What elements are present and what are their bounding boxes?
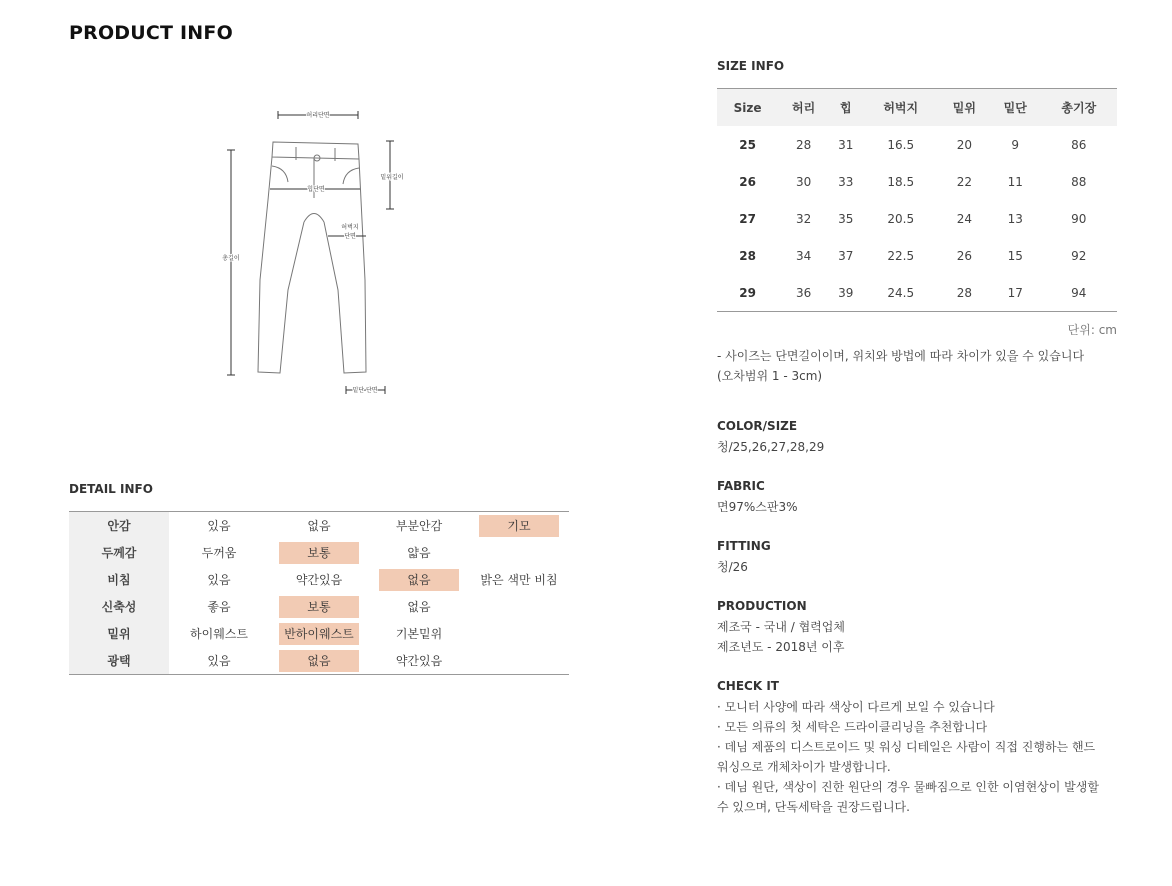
detail-option-cell xyxy=(169,566,269,593)
detail-option: 있음 xyxy=(207,518,231,533)
size-row xyxy=(717,200,1117,237)
production-line: 제조국 - 국내 / 협력업체 xyxy=(717,620,845,634)
size-info-table xyxy=(717,88,1117,312)
size-header-cell: 총기장 xyxy=(1041,89,1117,127)
size-value-cell: 32 xyxy=(795,211,812,226)
size-label-cell: 29 xyxy=(739,285,756,300)
detail-option: 약간있음 xyxy=(395,653,443,668)
check-it-line: · 데님 원단, 색상이 진한 원단의 경우 물빠짐으로 인한 이염현상이 발생할 xyxy=(717,780,1099,794)
detail-option-cell xyxy=(269,620,369,647)
detail-option: 반하이웨스트 xyxy=(279,623,359,645)
size-row xyxy=(717,274,1117,312)
size-value-cell: 94 xyxy=(1071,285,1087,300)
size-value-cell: 22.5 xyxy=(887,248,915,263)
size-value-cell: 36 xyxy=(795,285,812,300)
detail-option-cell xyxy=(369,593,469,620)
size-value-cell: 16.5 xyxy=(887,137,915,152)
detail-option: 기본밑위 xyxy=(395,626,443,641)
detail-option-cell xyxy=(369,566,469,593)
diagram-label-waist: 허리단면 xyxy=(306,112,330,119)
detail-option-cell xyxy=(269,647,369,675)
color-size-section xyxy=(717,418,1127,457)
detail-row xyxy=(69,593,569,620)
check-it-section xyxy=(717,678,1127,817)
diagram-label-hip: 힙단면 xyxy=(307,186,325,193)
check-it-line: · 데님 제품의 디스트로이드 및 워싱 디테일은 사람이 직접 진행하는 핸드 xyxy=(717,740,1096,754)
detail-option-cell xyxy=(269,512,369,540)
size-row xyxy=(717,163,1117,200)
detail-row-label: 밑위 xyxy=(69,620,169,647)
size-value-cell: 17 xyxy=(1007,285,1023,300)
size-value-cell: 20 xyxy=(956,137,972,152)
detail-option: 기모 xyxy=(479,515,559,537)
detail-option: 보통 xyxy=(279,596,359,618)
pants-diagram xyxy=(200,100,430,400)
detail-row-label: 안감 xyxy=(69,512,169,540)
fabric-section xyxy=(717,478,1127,517)
detail-row-label: 광택 xyxy=(69,647,169,675)
size-value-cell: 39 xyxy=(838,285,854,300)
production-line: 제조년도 - 2018년 이후 xyxy=(717,640,845,654)
production-section xyxy=(717,598,1127,657)
detail-row xyxy=(69,539,569,566)
size-unit: 단위: cm xyxy=(1067,323,1117,337)
detail-option-cell xyxy=(169,512,269,540)
detail-option-cell xyxy=(369,647,469,675)
size-value-cell: 11 xyxy=(1007,174,1023,189)
size-value-cell: 33 xyxy=(838,174,854,189)
size-info-title: SIZE INFO xyxy=(717,59,785,73)
detail-option: 있음 xyxy=(207,572,231,587)
production-title: PRODUCTION xyxy=(717,599,807,613)
size-header-cell: 허리 xyxy=(778,89,829,127)
detail-option-cell xyxy=(269,539,369,566)
detail-option: 없음 xyxy=(379,569,459,591)
detail-option-cell xyxy=(369,620,469,647)
detail-row xyxy=(69,647,569,675)
check-it-line: 워싱으로 개체차이가 발생합니다. xyxy=(717,760,891,774)
diagram-label-thigh-1: 허벅지 xyxy=(341,224,359,231)
check-it-line: · 모니터 사양에 따라 색상이 다르게 보일 수 있습니다 xyxy=(717,700,995,714)
size-row xyxy=(717,237,1117,274)
size-header-cell: 밑단 xyxy=(990,89,1041,127)
size-header-cell: 허벅지 xyxy=(863,89,939,127)
detail-option xyxy=(479,648,559,670)
size-value-cell: 22 xyxy=(956,174,972,189)
detail-row-label: 신축성 xyxy=(69,593,169,620)
size-value-cell: 37 xyxy=(838,248,854,263)
detail-option xyxy=(479,540,559,562)
size-value-cell: 34 xyxy=(795,248,812,263)
detail-row-label: 두께감 xyxy=(69,539,169,566)
detail-option: 있음 xyxy=(207,653,231,668)
diagram-label-hem: 밑단 단면 xyxy=(352,387,378,394)
size-value-cell: 24 xyxy=(956,211,972,226)
detail-option-cell xyxy=(269,566,369,593)
detail-option: 없음 xyxy=(407,599,431,614)
detail-info-title: DETAIL INFO xyxy=(69,482,153,496)
size-value-cell: 20.5 xyxy=(887,211,915,226)
color-size-title: COLOR/SIZE xyxy=(717,419,798,433)
detail-option-cell xyxy=(169,593,269,620)
detail-option: 얇음 xyxy=(407,545,431,560)
detail-option-cell xyxy=(169,620,269,647)
size-note xyxy=(717,346,1117,386)
detail-row-label: 비침 xyxy=(69,566,169,593)
detail-option: 좋음 xyxy=(207,599,231,614)
detail-option-cell xyxy=(469,593,569,620)
detail-option xyxy=(479,621,559,643)
check-it-line: 수 있으며, 단독세탁을 권장드립니다. xyxy=(717,800,910,814)
size-note-line: (오차범위 1 - 3cm) xyxy=(717,369,823,383)
detail-option-cell xyxy=(469,539,569,566)
size-label-cell: 25 xyxy=(739,137,756,152)
size-value-cell: 35 xyxy=(838,211,854,226)
size-note-line: - 사이즈는 단면길이이며, 위치와 방법에 따라 차이가 있을 수 있습니다 xyxy=(717,349,1085,363)
size-value-cell: 30 xyxy=(795,174,812,189)
detail-row xyxy=(69,566,569,593)
size-value-cell: 88 xyxy=(1071,174,1087,189)
detail-option: 두꺼움 xyxy=(201,545,237,560)
detail-option: 보통 xyxy=(279,542,359,564)
size-label-cell: 28 xyxy=(739,248,756,263)
size-header-cell: Size xyxy=(717,89,778,127)
size-label-cell: 27 xyxy=(739,211,756,226)
detail-info-table xyxy=(69,511,569,675)
detail-option: 없음 xyxy=(279,650,359,672)
size-value-cell: 26 xyxy=(956,248,972,263)
fabric-title: FABRIC xyxy=(717,479,765,493)
size-value-cell: 92 xyxy=(1071,248,1087,263)
fitting-title: FITTING xyxy=(717,539,771,553)
diagram-label-rise: 밑위길이 xyxy=(380,174,404,181)
size-value-cell: 9 xyxy=(1011,137,1020,152)
detail-option: 약간있음 xyxy=(295,572,343,587)
detail-option-cell xyxy=(369,512,469,540)
detail-option-cell xyxy=(369,539,469,566)
fabric-value: 면97%스판3% xyxy=(717,500,798,514)
check-it-line: · 모든 의류의 첫 세탁은 드라이클리닝을 추천합니다 xyxy=(717,720,988,734)
detail-option-cell xyxy=(469,647,569,675)
detail-option-cell xyxy=(169,539,269,566)
detail-option-cell xyxy=(169,647,269,675)
size-value-cell: 86 xyxy=(1071,137,1087,152)
size-value-cell: 28 xyxy=(795,137,812,152)
size-value-cell: 18.5 xyxy=(887,174,915,189)
fitting-value: 청/26 xyxy=(717,560,748,574)
check-it-title: CHECK IT xyxy=(717,679,779,693)
size-value-cell: 28 xyxy=(956,285,972,300)
size-label-cell: 26 xyxy=(739,174,756,189)
detail-option: 하이웨스트 xyxy=(190,626,248,641)
size-header-cell: 밑위 xyxy=(939,89,990,127)
detail-option xyxy=(479,594,559,616)
size-row xyxy=(717,126,1117,163)
detail-option: 없음 xyxy=(307,518,331,533)
detail-option: 밝은 색만 비침 xyxy=(480,572,558,587)
size-value-cell: 13 xyxy=(1007,211,1023,226)
fitting-section xyxy=(717,538,1127,577)
diagram-label-length: 총길이 xyxy=(222,255,240,262)
size-value-cell: 24.5 xyxy=(887,285,915,300)
size-value-cell: 15 xyxy=(1007,248,1023,263)
size-value-cell: 90 xyxy=(1071,211,1087,226)
color-size-value: 청/25,26,27,28,29 xyxy=(717,440,825,454)
detail-option-cell xyxy=(469,512,569,540)
detail-option-cell xyxy=(269,593,369,620)
size-value-cell: 31 xyxy=(838,137,854,152)
detail-option: 부분안감 xyxy=(395,518,443,533)
diagram-label-thigh-2: 단면 xyxy=(344,233,356,240)
size-header-cell: 힙 xyxy=(829,89,863,127)
detail-row xyxy=(69,620,569,647)
detail-option-cell xyxy=(469,566,569,593)
detail-row xyxy=(69,512,569,540)
detail-option-cell xyxy=(469,620,569,647)
page-title: PRODUCT INFO xyxy=(69,22,233,44)
